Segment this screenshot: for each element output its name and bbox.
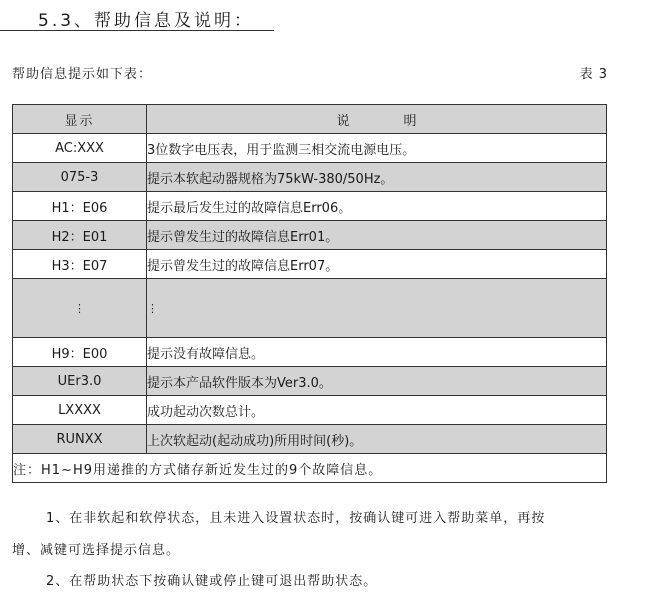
table-row <box>13 134 607 163</box>
table-header-row <box>13 105 607 134</box>
title-underline <box>0 30 274 31</box>
row-display: UEr3.0 <box>13 367 147 396</box>
header-explain-a: 说 <box>336 113 350 129</box>
header-display: 显示 <box>13 105 147 134</box>
row-explain: 提示本产品软件版本为Ver3.0。 <box>147 367 607 396</box>
table-row <box>13 250 607 279</box>
row-explain: 提示曾发生过的故障信息Err07。 <box>147 250 607 279</box>
table-row <box>13 338 607 367</box>
help-info-table <box>12 104 607 483</box>
vertical-ellipsis: ⋮ <box>74 301 85 315</box>
paragraph-2: 2、在帮助状态下按确认键或停止键可退出帮助状态。 <box>46 574 378 589</box>
row-display: H3：E07 <box>13 250 147 279</box>
table-number: 表 3 <box>579 67 608 82</box>
row-display: AC:XXX <box>13 134 147 163</box>
table-row <box>13 425 607 454</box>
row-display: H9：E00 <box>13 338 147 367</box>
table-row <box>13 396 607 425</box>
row-display: LXXXX <box>13 396 147 425</box>
row-display: H1：E06 <box>13 192 147 221</box>
table-intro: 帮助信息提示如下表： <box>12 67 153 82</box>
row-explain-ellipsis <box>147 279 607 338</box>
row-display: RUNXX <box>13 425 147 454</box>
table-row <box>13 163 607 192</box>
paragraph-1-line-2: 增、减键可选择提示信息。 <box>12 543 181 558</box>
row-explain: 3位数字电压表，用于监测三相交流电源电压。 <box>147 134 607 163</box>
table-row-ellipsis <box>13 279 607 338</box>
header-explain <box>147 105 607 134</box>
row-explain: 提示本软起动器规格为75kW-380/50Hz。 <box>147 163 607 192</box>
paragraph-1-line-1: 1、在非软起和软停状态，且未进入设置状态时，按确认键可进入帮助菜单，再按 <box>46 511 546 526</box>
row-explain: 提示没有故障信息。 <box>147 338 607 367</box>
row-display: H2：E01 <box>13 221 147 250</box>
row-explain: 成功起动次数总计。 <box>147 396 607 425</box>
table-row <box>13 192 607 221</box>
row-explain: 提示曾发生过的故障信息Err01。 <box>147 221 607 250</box>
vertical-ellipsis: ⋮ <box>147 301 158 315</box>
table-row <box>13 221 607 250</box>
section-title: 5.3、帮助信息及说明： <box>38 11 255 31</box>
row-explain: 提示最后发生过的故障信息Err06。 <box>147 192 607 221</box>
row-display-ellipsis <box>13 279 147 338</box>
row-display: 075-3 <box>13 163 147 192</box>
table-row <box>13 367 607 396</box>
table-note: 注：H1~H9用递推的方式储存新近发生过的9个故障信息。 <box>13 454 607 483</box>
row-explain: 上次软起动(起动成功)所用时间(秒)。 <box>147 425 607 454</box>
header-explain-b: 明 <box>403 113 417 129</box>
table-note-row <box>13 454 607 483</box>
